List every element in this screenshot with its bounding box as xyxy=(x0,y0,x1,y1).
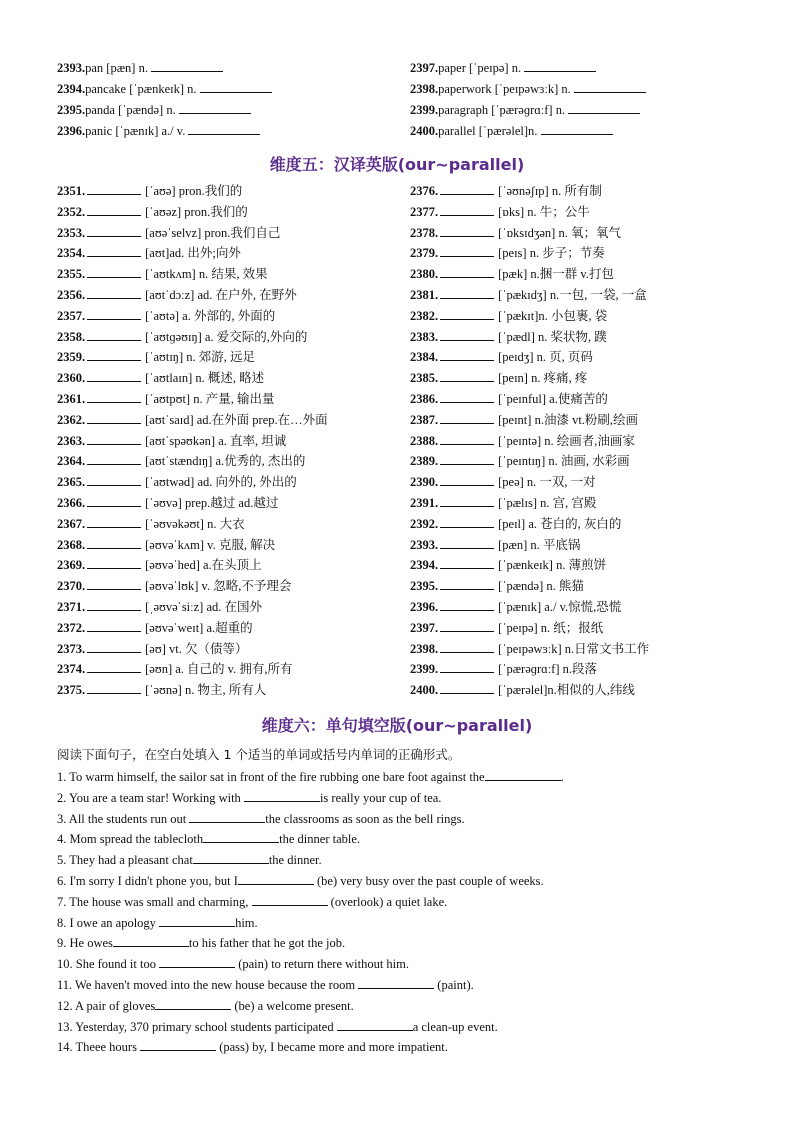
sentence-row xyxy=(57,871,544,891)
item-number: 2355. xyxy=(57,267,86,282)
item-text: [əʊvəˈlʊk] v. 忽略,不予理会 xyxy=(145,579,292,594)
vocab-row xyxy=(410,347,593,367)
vocab-row xyxy=(410,58,596,78)
vocab-row xyxy=(410,555,606,575)
item-number: 2357. xyxy=(57,308,86,323)
item-number: 2400. xyxy=(410,124,439,138)
item-number: 2366. xyxy=(57,496,86,510)
answer-blank[interactable] xyxy=(179,100,251,114)
item-text: [aʊt]ad. 出外;向外 xyxy=(145,246,241,261)
item-number: 2379. xyxy=(410,246,439,261)
item-number: 2396. xyxy=(410,600,439,614)
answer-blank[interactable] xyxy=(87,451,141,465)
answer-blank[interactable] xyxy=(337,1017,413,1031)
vocab-row xyxy=(57,285,297,305)
sentence-row xyxy=(57,892,447,912)
answer-blank[interactable] xyxy=(87,285,141,299)
answer-blank[interactable] xyxy=(440,639,494,653)
item-number: 2386. xyxy=(410,392,439,406)
answer-blank[interactable] xyxy=(440,659,494,673)
answer-blank[interactable] xyxy=(87,264,141,278)
item-number: 2399. xyxy=(410,103,439,117)
sentence-text: 9. He owes xyxy=(57,936,113,951)
vocab-row xyxy=(410,389,608,409)
item-number: 2394. xyxy=(57,82,86,96)
vocab-row xyxy=(57,472,297,492)
sentence-row xyxy=(57,913,258,933)
item-number: 2361. xyxy=(57,392,86,406)
item-number: 2389. xyxy=(410,454,439,469)
vocab-row xyxy=(57,264,268,284)
item-number: 2352. xyxy=(57,204,86,219)
item-text: [ˈpænɪk] a./ v.惊慌,恐慌 xyxy=(498,600,622,614)
item-text: [ˈaʊəz] pron.我们的 xyxy=(145,204,248,219)
answer-blank[interactable] xyxy=(87,431,141,445)
vocab-row xyxy=(410,100,640,120)
item-text: [peɪs] n. 步子；节奏 xyxy=(498,246,605,261)
sentence-text: (overlook) a quiet lake. xyxy=(327,894,448,909)
section5-title: 维度五：汉译英版(our~parallel) xyxy=(269,155,525,174)
answer-blank[interactable] xyxy=(189,809,265,823)
item-text: pancake [ˈpænkeɪk] n. xyxy=(85,82,200,96)
item-number: 2368. xyxy=(57,537,86,552)
answer-blank[interactable] xyxy=(440,347,494,361)
item-text: [ˈaʊtkʌm] n. 结果, 效果 xyxy=(145,267,268,282)
vocab-row xyxy=(410,79,646,99)
vocab-row xyxy=(410,618,603,638)
sentence-text: 4. Mom spread the tablecloth xyxy=(57,832,204,847)
item-text: paperwork [ˈpeɪpəwɜːk] n. xyxy=(438,82,574,96)
answer-blank[interactable] xyxy=(440,243,494,257)
vocab-row xyxy=(57,100,251,120)
vocab-row xyxy=(57,243,241,263)
item-text: [ˌəʊvəˈsiːz] ad. 在国外 xyxy=(145,600,263,614)
vocab-row xyxy=(57,410,328,430)
sentence-text: 10. She found it too xyxy=(57,957,160,972)
answer-blank[interactable] xyxy=(87,243,141,257)
vocab-row xyxy=(410,368,587,388)
answer-blank[interactable] xyxy=(358,975,434,989)
item-text: [ˈpeɪnful] a.使痛苦的 xyxy=(498,392,608,406)
sentence-row xyxy=(57,1037,448,1057)
item-text: panic [ˈpænɪk] a./ v. xyxy=(85,124,189,138)
item-number: 2359. xyxy=(57,350,86,365)
sentence-row xyxy=(57,850,322,870)
answer-blank[interactable] xyxy=(440,181,494,195)
vocab-row xyxy=(410,223,621,243)
item-number: 2354. xyxy=(57,246,86,261)
vocab-row xyxy=(57,389,274,409)
answer-blank[interactable] xyxy=(440,514,494,528)
item-number: 2363. xyxy=(57,433,86,448)
item-text: [əʊ] vt. 欠（债等） xyxy=(145,641,248,656)
vocab-row xyxy=(410,472,596,492)
answer-blank[interactable] xyxy=(203,829,279,843)
sentence-text: (paint). xyxy=(434,978,474,992)
item-text: [pæn] n. 平底锅 xyxy=(498,537,581,552)
item-number: 2390. xyxy=(410,475,439,490)
answer-blank[interactable] xyxy=(151,58,223,72)
vocab-row xyxy=(57,306,275,326)
item-number: 2372. xyxy=(57,620,86,635)
answer-blank[interactable] xyxy=(252,892,328,906)
item-number: 2383. xyxy=(410,329,439,344)
item-number: 2371. xyxy=(57,600,86,614)
sentence-text: the dinner. xyxy=(268,853,322,868)
sentence-text: 13. Yesterday, 370 primary school students participated xyxy=(57,1019,337,1034)
item-text: [ˈaʊə] pron.我们的 xyxy=(145,184,243,198)
item-number: 2400. xyxy=(410,683,439,698)
item-text: paragraph [ˈpærəɡrɑːf] n. xyxy=(438,103,569,117)
vocab-row xyxy=(57,368,264,388)
answer-blank[interactable] xyxy=(440,535,494,549)
answer-blank[interactable] xyxy=(87,327,141,341)
answer-blank[interactable] xyxy=(440,451,494,465)
item-number: 2382. xyxy=(410,308,439,323)
answer-blank[interactable] xyxy=(87,618,141,632)
vocab-row xyxy=(57,327,307,347)
vocab-row xyxy=(410,121,613,141)
answer-blank[interactable] xyxy=(238,871,314,885)
item-text: [ˈpækɪt]n. 小包裹, 袋 xyxy=(498,308,608,323)
answer-blank[interactable] xyxy=(87,576,141,590)
item-number: 2367. xyxy=(57,516,86,531)
item-number: 2394. xyxy=(410,558,439,573)
answer-blank[interactable] xyxy=(541,121,613,135)
answer-blank[interactable] xyxy=(440,618,494,632)
answer-blank[interactable] xyxy=(87,410,141,424)
item-text: parallel [ˈpærəlel]n. xyxy=(438,124,541,138)
answer-blank[interactable] xyxy=(440,410,494,424)
vocab-row xyxy=(410,639,649,659)
item-number: 2387. xyxy=(410,412,439,427)
answer-blank[interactable] xyxy=(440,472,494,486)
answer-blank[interactable] xyxy=(440,680,494,694)
item-text: [peɪdʒ] n. 页, 页码 xyxy=(498,350,593,365)
answer-blank[interactable] xyxy=(440,389,494,403)
answer-blank[interactable] xyxy=(87,493,141,507)
item-text: [ˈaʊtɪŋ] n. 郊游, 远足 xyxy=(145,350,256,365)
answer-blank[interactable] xyxy=(485,767,561,781)
vocab-row xyxy=(57,121,260,141)
answer-blank[interactable] xyxy=(87,535,141,549)
answer-blank[interactable] xyxy=(440,576,494,590)
answer-blank[interactable] xyxy=(87,514,141,528)
sentence-text: a clean-up event. xyxy=(412,1019,498,1034)
answer-blank[interactable] xyxy=(87,347,141,361)
answer-blank[interactable] xyxy=(87,597,141,611)
answer-blank[interactable] xyxy=(159,954,235,968)
vocab-row xyxy=(410,285,647,305)
sentence-row xyxy=(57,788,441,808)
item-text: [peə] n. 一双, 一对 xyxy=(498,475,596,490)
sentence-text: to his father that he got the job. xyxy=(188,936,346,951)
item-number: 2392. xyxy=(410,516,439,531)
item-number: 2375. xyxy=(57,683,86,698)
item-number: 2373. xyxy=(57,641,86,656)
item-text: [ˈpærəlel]n.相似的人,纬线 xyxy=(498,683,635,698)
answer-blank[interactable] xyxy=(440,368,494,382)
sentence-text: (be) a welcome present. xyxy=(231,998,354,1013)
item-number: 2399. xyxy=(410,662,439,677)
vocab-row xyxy=(57,576,291,596)
sentence-row xyxy=(57,975,474,995)
item-number: 2369. xyxy=(57,558,86,573)
vocab-row xyxy=(410,327,607,347)
sentence-text: 12. A pair of gloves xyxy=(57,998,156,1013)
vocab-row xyxy=(57,493,278,513)
sentence-row xyxy=(57,1017,498,1037)
sentence-text: 14. Theee hours xyxy=(57,1040,141,1055)
vocab-row xyxy=(410,264,614,284)
sentence-row xyxy=(57,933,345,953)
item-text: [ˈpælɪs] n. 宫, 宫殿 xyxy=(498,496,597,510)
answer-blank[interactable] xyxy=(87,659,141,673)
item-number: 2353. xyxy=(57,225,86,240)
answer-blank[interactable] xyxy=(193,850,269,864)
vocab-row xyxy=(410,597,621,617)
section6-instruction: 阅读下面句子，在空白处填入 1 个适当的单词或括号内单词的正确形式。 xyxy=(57,747,461,762)
item-number: 2370. xyxy=(57,579,86,594)
item-text: [ˈpeɪpə] n. 纸；报纸 xyxy=(498,620,604,635)
item-number: 2396. xyxy=(57,124,86,138)
vocab-row xyxy=(57,223,280,243)
sentence-text: . xyxy=(560,770,564,784)
item-text: [ɒks] n. 牛；公牛 xyxy=(498,204,590,219)
item-text: [aʊəˈselvz] pron.我们自己 xyxy=(145,225,281,240)
vocab-row xyxy=(410,243,605,263)
answer-blank[interactable] xyxy=(200,79,272,93)
sentence-text: 2. You are a team star! Working with xyxy=(57,790,244,805)
item-text: panda [ˈpændə] n. xyxy=(85,103,179,117)
answer-blank[interactable] xyxy=(440,493,494,507)
vocab-row xyxy=(410,659,597,679)
item-text: [peɪnt] n.油漆 vt.粉刷,绘画 xyxy=(498,412,639,427)
item-number: 2397. xyxy=(410,620,439,635)
sentence-text: 11. We haven't moved into the new house because the room xyxy=(57,978,359,992)
item-text: [ˈpeɪntə] n. 绘画者,油画家 xyxy=(498,433,635,448)
item-text: [peɪl] a. 苍白的, 灰白的 xyxy=(498,516,622,531)
vocab-row xyxy=(410,514,621,534)
item-number: 2385. xyxy=(410,371,439,386)
answer-blank[interactable] xyxy=(87,306,141,320)
vocab-row xyxy=(57,202,248,222)
answer-blank[interactable] xyxy=(440,431,494,445)
vocab-row xyxy=(410,410,638,430)
item-text: [ˈpeɪpəwɜːk] n.日常文书工作 xyxy=(498,641,650,656)
vocab-row xyxy=(410,576,584,596)
item-number: 2360. xyxy=(57,371,86,386)
answer-blank[interactable] xyxy=(87,223,141,237)
sentence-row xyxy=(57,829,360,849)
vocab-row xyxy=(57,618,253,638)
vocab-row xyxy=(410,306,607,326)
sentence-text: (pain) to return there without him. xyxy=(235,957,410,972)
item-number: 2376. xyxy=(410,184,439,198)
vocab-row xyxy=(57,431,286,451)
vocab-row xyxy=(410,680,635,700)
sentence-text: 1. To warm himself, the sailor sat in front of the fire rubbing one bare foot against the xyxy=(57,770,485,784)
item-text: [əʊn] a. 自己的 v. 拥有,所有 xyxy=(145,662,293,677)
item-number: 2380. xyxy=(410,267,439,282)
section6-title: 维度六：单句填空版(our~parallel) xyxy=(261,716,533,735)
vocab-row xyxy=(57,181,242,201)
item-number: 2384. xyxy=(410,350,439,365)
answer-blank[interactable] xyxy=(87,181,141,195)
item-text: [aʊtˈstændɪŋ] a.优秀的, 杰出的 xyxy=(145,454,306,469)
item-number: 2397. xyxy=(410,61,439,75)
item-number: 2365. xyxy=(57,475,86,490)
sentence-row xyxy=(57,809,465,829)
vocab-row xyxy=(57,597,262,617)
sentence-text: 5. They had a pleasant chat xyxy=(57,853,193,868)
sentence-text: 7. The house was small and charming, xyxy=(57,894,252,909)
item-text: [peɪn] n. 疼痛, 疼 xyxy=(498,371,588,386)
sentence-text: the dinner table. xyxy=(279,832,361,847)
item-text: [ˈpædl] n. 桨状物, 蹼 xyxy=(498,329,607,344)
vocab-row xyxy=(57,659,292,679)
item-text: [ˈəʊnə] n. 物主, 所有人 xyxy=(145,683,267,698)
sentence-text: 3. All the students run out xyxy=(57,811,190,826)
answer-blank[interactable] xyxy=(87,555,141,569)
item-text: pan [pæn] n. xyxy=(85,61,152,75)
item-text: [ˈaʊtə] a. 外部的, 外面的 xyxy=(145,308,276,323)
item-number: 2364. xyxy=(57,454,86,469)
item-number: 2393. xyxy=(410,537,439,552)
item-number: 2393. xyxy=(57,61,86,75)
answer-blank[interactable] xyxy=(155,996,231,1010)
sentence-text: him. xyxy=(235,915,258,930)
item-text: [ˈpændə] n. 熊猫 xyxy=(498,579,584,594)
answer-blank[interactable] xyxy=(113,933,189,947)
vocab-row xyxy=(410,431,635,451)
vocab-row xyxy=(410,202,590,222)
item-number: 2362. xyxy=(57,412,86,427)
answer-blank[interactable] xyxy=(140,1037,216,1051)
vocab-row xyxy=(57,58,223,78)
vocab-row xyxy=(57,680,266,700)
item-text: [ˈaʊtɡəʊɪŋ] a. 爱交际的,外向的 xyxy=(145,329,308,344)
item-text: [ˈəʊvəkəʊt] n. 大衣 xyxy=(145,516,245,531)
item-text: [ˈpeɪntɪŋ] n. 油画, 水彩画 xyxy=(498,454,630,469)
sentence-text: (be) very busy over the past couple of weeks. xyxy=(313,874,544,888)
item-number: 2395. xyxy=(410,579,439,594)
answer-blank[interactable] xyxy=(440,306,494,320)
answer-blank[interactable] xyxy=(524,58,596,72)
item-text: [aʊtˈdɔːz] ad. 在户外, 在野外 xyxy=(145,288,297,302)
item-text: [ˈaʊtpʊt] n. 产量, 输出量 xyxy=(145,392,275,406)
answer-blank[interactable] xyxy=(159,913,235,927)
item-text: [ˈpærəɡrɑːf] n.段落 xyxy=(498,662,597,677)
item-number: 2391. xyxy=(410,496,439,510)
answer-blank[interactable] xyxy=(574,79,646,93)
item-number: 2398. xyxy=(410,82,439,96)
item-text: [ˈəʊvə] prep.越过 ad.越过 xyxy=(145,496,279,510)
answer-blank[interactable] xyxy=(440,285,494,299)
item-number: 2377. xyxy=(410,204,439,219)
item-text: [əʊvəˈweɪt] a.超重的 xyxy=(145,620,253,635)
answer-blank[interactable] xyxy=(244,788,320,802)
vocab-row xyxy=(57,347,255,367)
vocab-row xyxy=(57,79,272,99)
item-number: 2381. xyxy=(410,288,439,302)
answer-blank[interactable] xyxy=(87,639,141,653)
answer-blank[interactable] xyxy=(440,555,494,569)
answer-blank[interactable] xyxy=(87,389,141,403)
item-text: [ˈaʊtlaɪn] n. 概述, 略述 xyxy=(145,371,265,386)
item-number: 2356. xyxy=(57,288,86,302)
item-number: 2398. xyxy=(410,641,439,656)
item-number: 2358. xyxy=(57,329,86,344)
answer-blank[interactable] xyxy=(440,223,494,237)
sentence-row xyxy=(57,954,409,974)
item-number: 2378. xyxy=(410,225,439,240)
answer-blank[interactable] xyxy=(440,202,494,216)
answer-blank[interactable] xyxy=(440,327,494,341)
item-number: 2395. xyxy=(57,103,86,117)
answer-blank[interactable] xyxy=(87,472,141,486)
sentence-text: 6. I'm sorry I didn't phone you, but I xyxy=(57,874,238,888)
answer-blank[interactable] xyxy=(440,597,494,611)
item-text: [aʊtˈspəʊkən] a. 直率, 坦诚 xyxy=(145,433,287,448)
item-text: [ˈpænkeɪk] n. 薄煎饼 xyxy=(498,558,607,573)
item-text: paper [ˈpeɪpə] n. xyxy=(438,61,525,75)
vocab-row xyxy=(57,639,247,659)
answer-blank[interactable] xyxy=(87,680,141,694)
sentence-row xyxy=(57,996,354,1016)
item-text: [ˈəʊnəʃɪp] n. 所有制 xyxy=(498,184,602,198)
item-number: 2388. xyxy=(410,433,439,448)
item-text: [əʊvəˈkʌm] v. 克服, 解决 xyxy=(145,537,276,552)
vocab-row xyxy=(57,535,275,555)
answer-blank[interactable] xyxy=(87,368,141,382)
item-number: 2374. xyxy=(57,662,86,677)
vocab-row xyxy=(410,535,580,555)
vocab-row xyxy=(57,451,305,471)
item-text: [ˈpækɪdʒ] n.一包, 一袋, 一盒 xyxy=(498,288,647,302)
vocab-row xyxy=(410,181,602,201)
item-text: [aʊtˈsaɪd] ad.在外面 prep.在…外面 xyxy=(145,412,328,427)
answer-blank[interactable] xyxy=(440,264,494,278)
vocab-row xyxy=(410,493,596,513)
item-text: [pæk] n.捆一群 v.打包 xyxy=(498,267,614,282)
sentence-text: the classrooms as soon as the bell rings. xyxy=(265,811,465,826)
answer-blank[interactable] xyxy=(188,121,260,135)
answer-blank[interactable] xyxy=(568,100,640,114)
sentence-row xyxy=(57,767,564,787)
item-text: [ˈɒksɪdʒən] n. 氧；氧气 xyxy=(498,225,621,240)
sentence-text: 8. I owe an apology xyxy=(57,915,160,930)
answer-blank[interactable] xyxy=(87,202,141,216)
item-text: [ˈaʊtwəd] ad. 向外的, 外出的 xyxy=(145,475,297,490)
vocab-row xyxy=(57,514,245,534)
sentence-text: (pass) by, I became more and more impatient. xyxy=(216,1040,448,1055)
item-text: [əʊvəˈhed] a.在头顶上 xyxy=(145,558,262,573)
vocab-row xyxy=(57,555,262,575)
vocab-row xyxy=(410,451,630,471)
sentence-text: is really your cup of tea. xyxy=(319,790,442,805)
item-number: 2351. xyxy=(57,184,86,198)
